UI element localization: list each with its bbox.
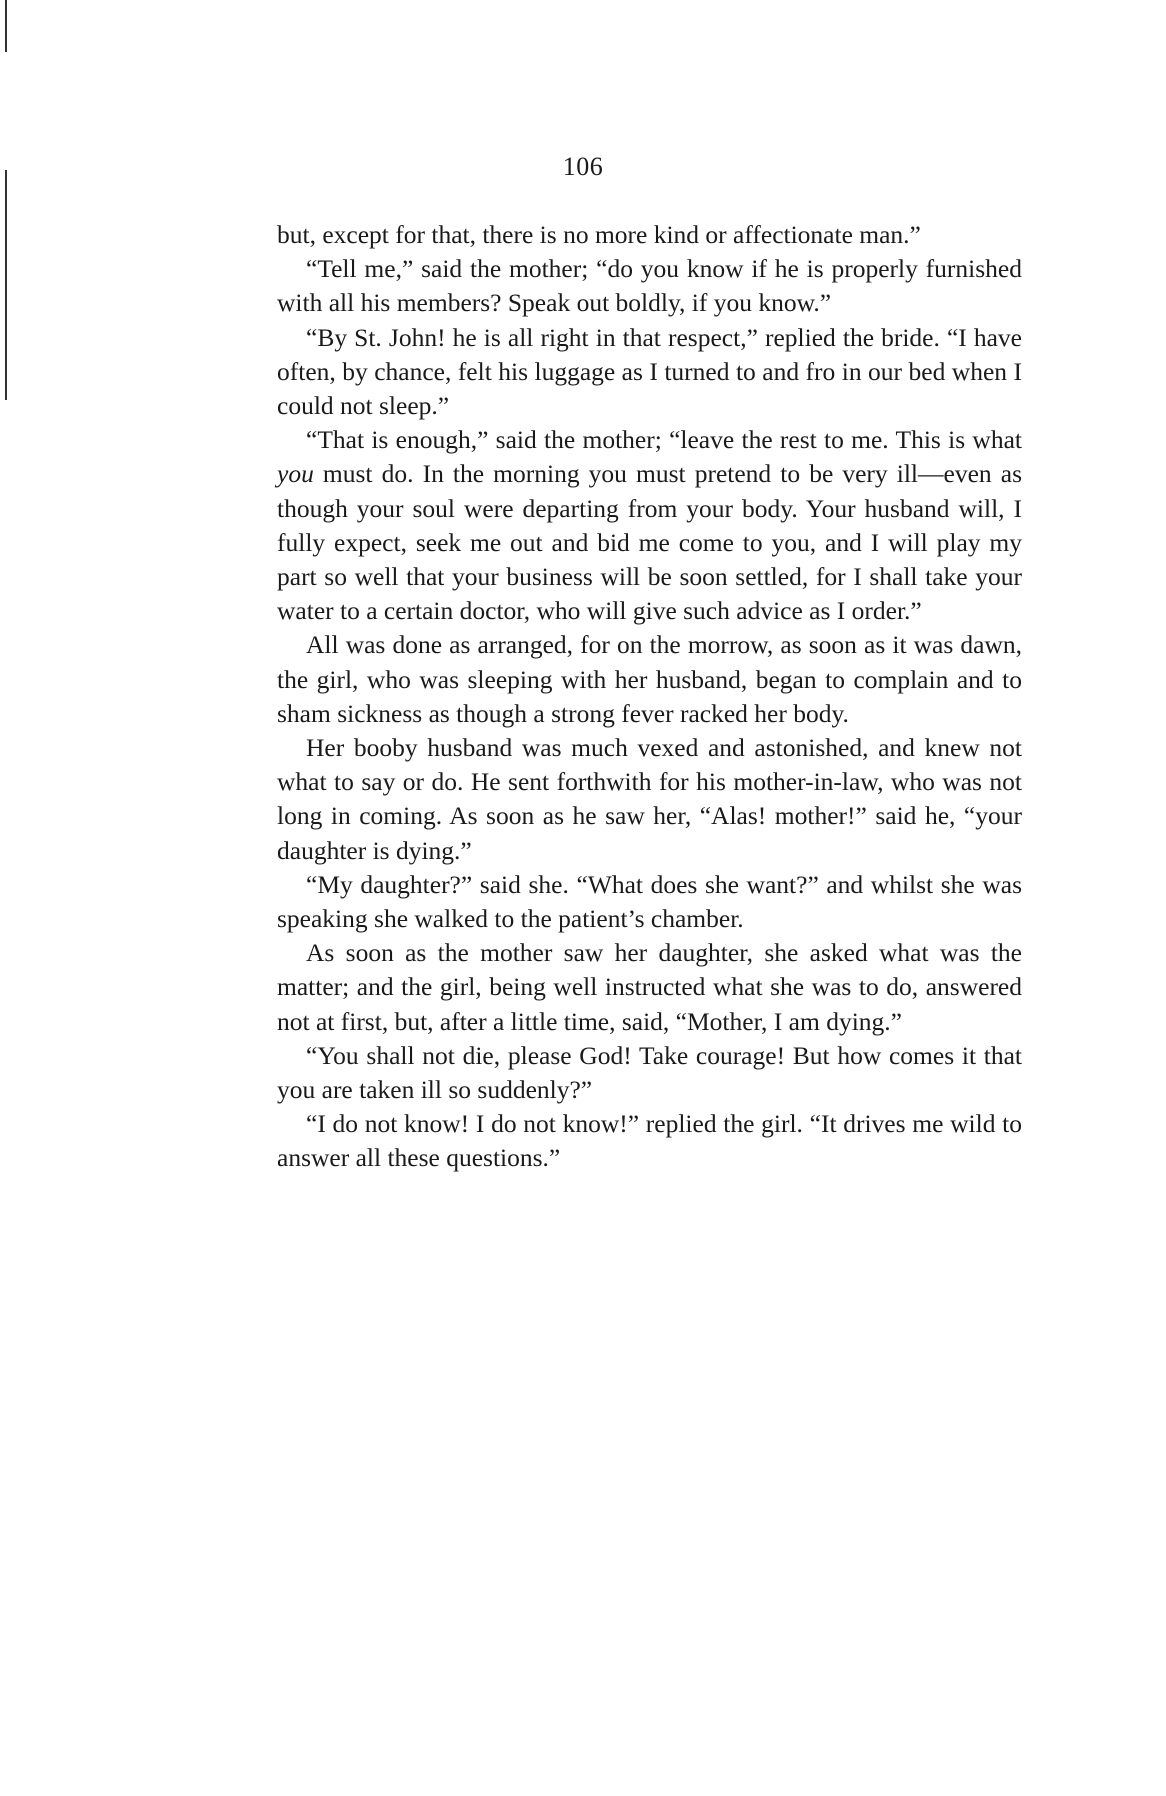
paragraph: Her booby husband was much vexed and astonished, and knew not what to say or do. He sent forthwith for his mother-in-law, who was not long in coming. As soon as he saw her, “Alas! mother!” said he, “your daughter is dying.” <box>277 733 1022 865</box>
body-text <box>277 218 1022 1176</box>
paragraph-text: “That is enough,” said the mother; “leave the rest to me. This is what <box>306 425 1022 455</box>
paragraph: As soon as the mother saw her daughter, she asked what was the matter; and the girl, being well instructed what she was to do, answered not at first, but, after a little time, said, “Mother, I am dying.” <box>277 938 1022 1036</box>
emphasis: you <box>277 459 314 489</box>
page-number: 106 <box>562 152 604 181</box>
paragraph <box>277 423 1022 628</box>
paragraph: but, except for that, there is no more kind or affectionate man.” <box>277 220 921 249</box>
paragraph: “I do not know! I do not know!” replied the girl. “It drives me wild to answer all these questions.” <box>277 1109 1022 1173</box>
paragraph: “You shall not die, please God! Take courage! But how comes it that you are taken ill so suddenly?” <box>277 1040 1022 1105</box>
paragraph: All was done as arranged, for on the morrow, as soon as it was dawn, the girl, who was sleeping with her husband, began to complain and to sham sickness as though a strong fever racked her body. <box>277 630 1022 728</box>
paragraph-text: must do. In the morning you must pretend to be very ill—even as though your soul were departing from your body. Your husband will, I fully expect, seek me out and bid me come to you, and I will play my part so well that your business will be soon settled, for I shall take your water to a certain doctor, who will give such advice as I order.” <box>277 459 1022 626</box>
paragraph: “By St. John! he is all right in that respect,” replied the bride. “I have often, by chance, felt his luggage as I turned to and fro in our bed when I could not sleep.” <box>277 322 1022 421</box>
scan-edge-mark-top <box>5 0 7 52</box>
paragraph: “Tell me,” said the mother; “do you know if he is properly furnished with all his members? Speak out boldly, if you know.” <box>277 254 1022 318</box>
scan-edge-mark-middle <box>5 170 7 400</box>
paragraph: “My daughter?” said she. “What does she want?” and whilst she was speaking she walked to the patient’s chamber. <box>277 869 1022 934</box>
